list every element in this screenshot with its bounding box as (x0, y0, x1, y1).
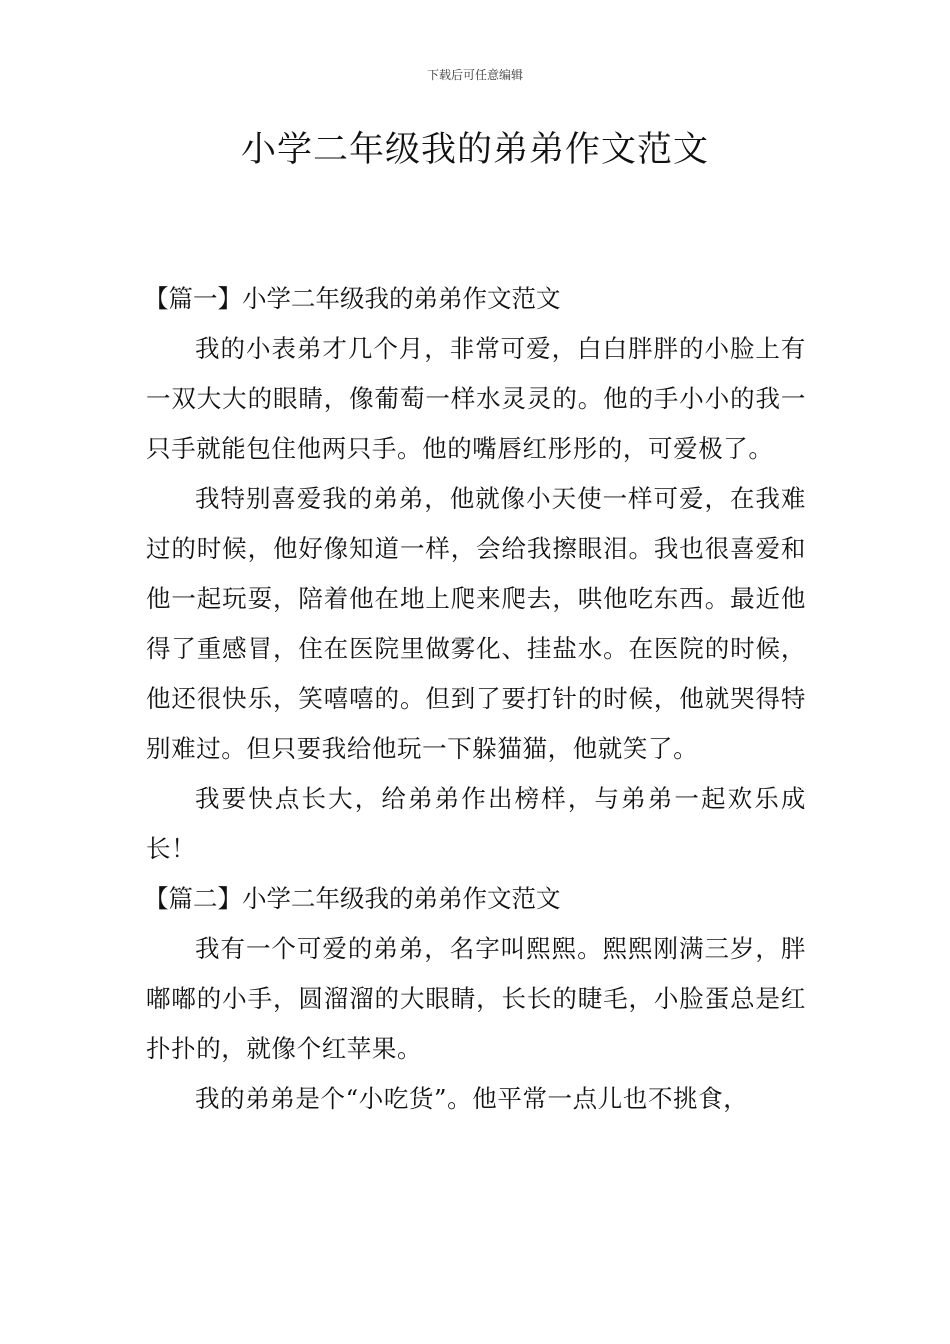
header-note: 下载后可任意编辑 (426, 68, 523, 82)
section-heading: 【篇二】小学二年级我的弟弟作文范文 (144, 884, 561, 913)
document-body (146, 274, 806, 1124)
paragraph: 我的小表弟才几个月，非常可爱，白白胖胖的小脸上有一双大大的眼睛，像葡萄一样水灵灵的。他的手小小的我一只手就能包住他两只手。他的嘴唇红彤彤的，可爱极了。 (146, 334, 806, 463)
paragraph: 我特别喜爱我的弟弟，他就像小天使一样可爱，在我难过的时候，他好像知道一样，会给我擦眼泪。我也很喜爱和他一起玩耍，陪着他在地上爬来爬去，哄他吃东西。最近他得了重感冒，住在医院里做雾化、挂盐水。在医院的时候，他还很快乐，笑嘻嘻的。但到了要打针的时候，他就哭得特别难过。但只要我给他玩一下躲猫猫，他就笑了。 (146, 484, 806, 763)
section-2 (146, 874, 806, 1124)
section-heading: 【篇一】小学二年级我的弟弟作文范文 (144, 284, 561, 313)
document-title: 小学二年级我的弟弟作文范文 (240, 130, 709, 170)
paragraph: 我有一个可爱的弟弟，名字叫熙熙。熙熙刚满三岁，胖嘟嘟的小手，圆溜溜的大眼睛，长长的睫毛，小脸蛋总是红扑扑的，就像个红苹果。 (146, 934, 806, 1063)
paragraph: 我要快点长大，给弟弟作出榜样，与弟弟一起欢乐成长！ (146, 784, 806, 863)
paragraph: 我的弟弟是个“小吃货”。他平常一点儿也不挑食， (195, 1084, 749, 1113)
section-1 (146, 274, 806, 874)
